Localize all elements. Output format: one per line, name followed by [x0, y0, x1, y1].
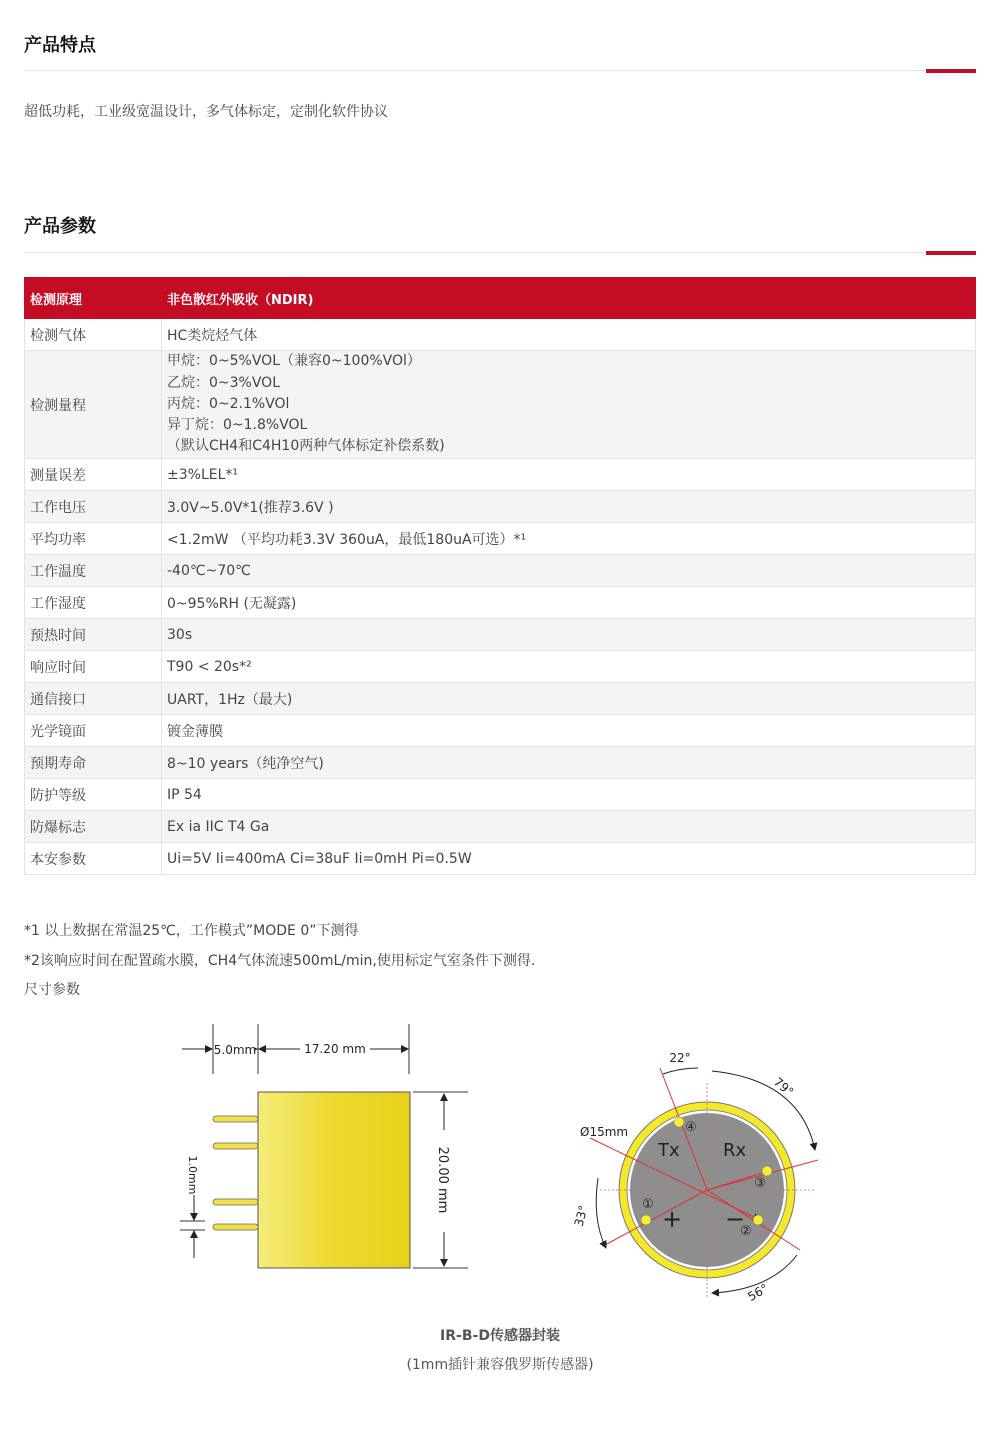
row-value: Ex ia IIC T4 Ga [162, 811, 976, 843]
table-row [25, 555, 976, 587]
row-value: 3.0V~5.0V*1(推荐3.6V ) [162, 491, 976, 523]
row-value: 8~10 years（纯净空气) [162, 747, 976, 779]
pin-dot [641, 1215, 651, 1225]
table-row [25, 779, 976, 811]
angle-79: 79° [770, 1074, 797, 1100]
features-divider [24, 70, 976, 71]
row-key: 工作温度 [25, 555, 162, 587]
row-key: 预热时间 [25, 619, 162, 651]
params-accent-bar [926, 251, 976, 255]
range-line: （默认CH4和C4H10两种气体标定补偿系数) [167, 438, 445, 455]
table-row [25, 683, 976, 715]
params-title: 产品参数 [24, 216, 96, 237]
row-value: T90 < 20s*² [162, 651, 976, 683]
row-value: 0~95%RH (无凝露) [162, 587, 976, 619]
row-value: ±3%LEL*¹ [162, 459, 976, 491]
table-row [25, 491, 976, 523]
table-row [25, 651, 976, 683]
footnote-1: *1 以上数据在常温25℃，工作模式”MODE 0”下测得 [24, 923, 359, 939]
sensor-pin [213, 1199, 258, 1205]
pin-1-label: ① [642, 1197, 654, 1212]
row-key: 检测量程 [25, 351, 162, 459]
pin-3-label: ③ [754, 1176, 766, 1191]
diagram-subcaption: (1mm插针兼容俄罗斯传感器) [406, 1357, 594, 1373]
row-value: UART，1Hz（最大) [162, 683, 976, 715]
row-key: 检测气体 [25, 319, 162, 351]
table-header-row [25, 278, 976, 319]
table-row [25, 811, 976, 843]
table-row [25, 619, 976, 651]
row-value [162, 351, 976, 459]
table-row [25, 715, 976, 747]
row-key: 防爆标志 [25, 811, 162, 843]
row-key: 本安参数 [25, 843, 162, 875]
sensor-pin [213, 1116, 258, 1122]
params-divider [24, 252, 976, 253]
angle-33: 33° [571, 1203, 591, 1229]
table-header-key: 检测原理 [25, 278, 162, 319]
table-row [25, 747, 976, 779]
pin-dot [753, 1215, 763, 1225]
table-header-value: 非色散红外吸收（NDIR) [162, 278, 976, 319]
row-value: IP 54 [162, 779, 976, 811]
table-row [25, 351, 976, 459]
row-value: <1.2mW （平均功耗3.3V 360uA，最低180uA可选）*¹ [162, 523, 976, 555]
minus-sign: − [724, 1205, 746, 1233]
side-view [180, 1024, 468, 1268]
row-key: 预期寿命 [25, 747, 162, 779]
dim-body-height: 20.00 mm [435, 1146, 450, 1214]
sensor-pin [213, 1143, 258, 1149]
dim-pin-length: 5.0mm [213, 1043, 257, 1057]
row-value: Ui=5V Ii=400mA Ci=38uF Ii=0mH Pi=0.5W [162, 843, 976, 875]
tx-label: Tx [658, 1140, 680, 1161]
angle-56: 56° [745, 1281, 771, 1304]
dimension-drawing [0, 1010, 1000, 1310]
sensor-body [258, 1092, 410, 1268]
table-row [25, 587, 976, 619]
row-value: 30s [162, 619, 976, 651]
row-value: 镀金薄膜 [162, 715, 976, 747]
row-key: 测量误差 [25, 459, 162, 491]
table-row [25, 843, 976, 875]
plus-sign: + [661, 1205, 683, 1233]
range-line: 丙烷：0~2.1%VOl [167, 395, 290, 412]
range-line: 乙烷：0~3%VOL [167, 374, 280, 391]
range-line: 甲烷：0~5%VOL（兼容0~100%VOl） [167, 353, 421, 370]
sensor-pin [213, 1224, 258, 1230]
row-key: 光学镜面 [25, 715, 162, 747]
dim-diameter: Ø15mm [580, 1125, 629, 1139]
dim-body-length: 17.20 mm [304, 1042, 366, 1056]
pin-dot [762, 1166, 772, 1176]
dim-pin-pitch: 1.0mm [186, 1155, 199, 1195]
range-line: 异丁烷：0~1.8%VOL [167, 417, 308, 434]
row-value: HC类烷烃气体 [162, 319, 976, 351]
features-title: 产品特点 [24, 35, 96, 56]
row-key: 工作电压 [25, 491, 162, 523]
row-key: 平均功率 [25, 523, 162, 555]
pin-dot [674, 1117, 684, 1127]
top-view [572, 1051, 818, 1304]
features-text: 超低功耗，工业级宽温设计，多气体标定，定制化软件协议 [24, 104, 388, 120]
params-table [24, 277, 976, 875]
pin-4-label: ④ [685, 1120, 697, 1135]
row-key: 防护等级 [25, 779, 162, 811]
angle-22: 22° [669, 1051, 691, 1065]
footnotes [24, 917, 535, 1006]
rx-label: Rx [723, 1140, 747, 1161]
row-key: 工作湿度 [25, 587, 162, 619]
pin-2-label: ② [740, 1224, 752, 1239]
footnote-2: *2该响应时间在配置疏水膜，CH4气体流速500mL/min,使用标定气室条件下测得. [24, 952, 536, 969]
table-row [25, 319, 976, 351]
table-row [25, 523, 976, 555]
diagram-caption: IR-B-D传感器封装 [440, 1328, 560, 1344]
row-key: 通信接口 [25, 683, 162, 715]
table-row [25, 459, 976, 491]
dimensions-heading: 尺寸参数 [24, 982, 80, 998]
features-accent-bar [926, 69, 976, 73]
row-value: -40℃~70℃ [162, 555, 976, 587]
row-key: 响应时间 [25, 651, 162, 683]
